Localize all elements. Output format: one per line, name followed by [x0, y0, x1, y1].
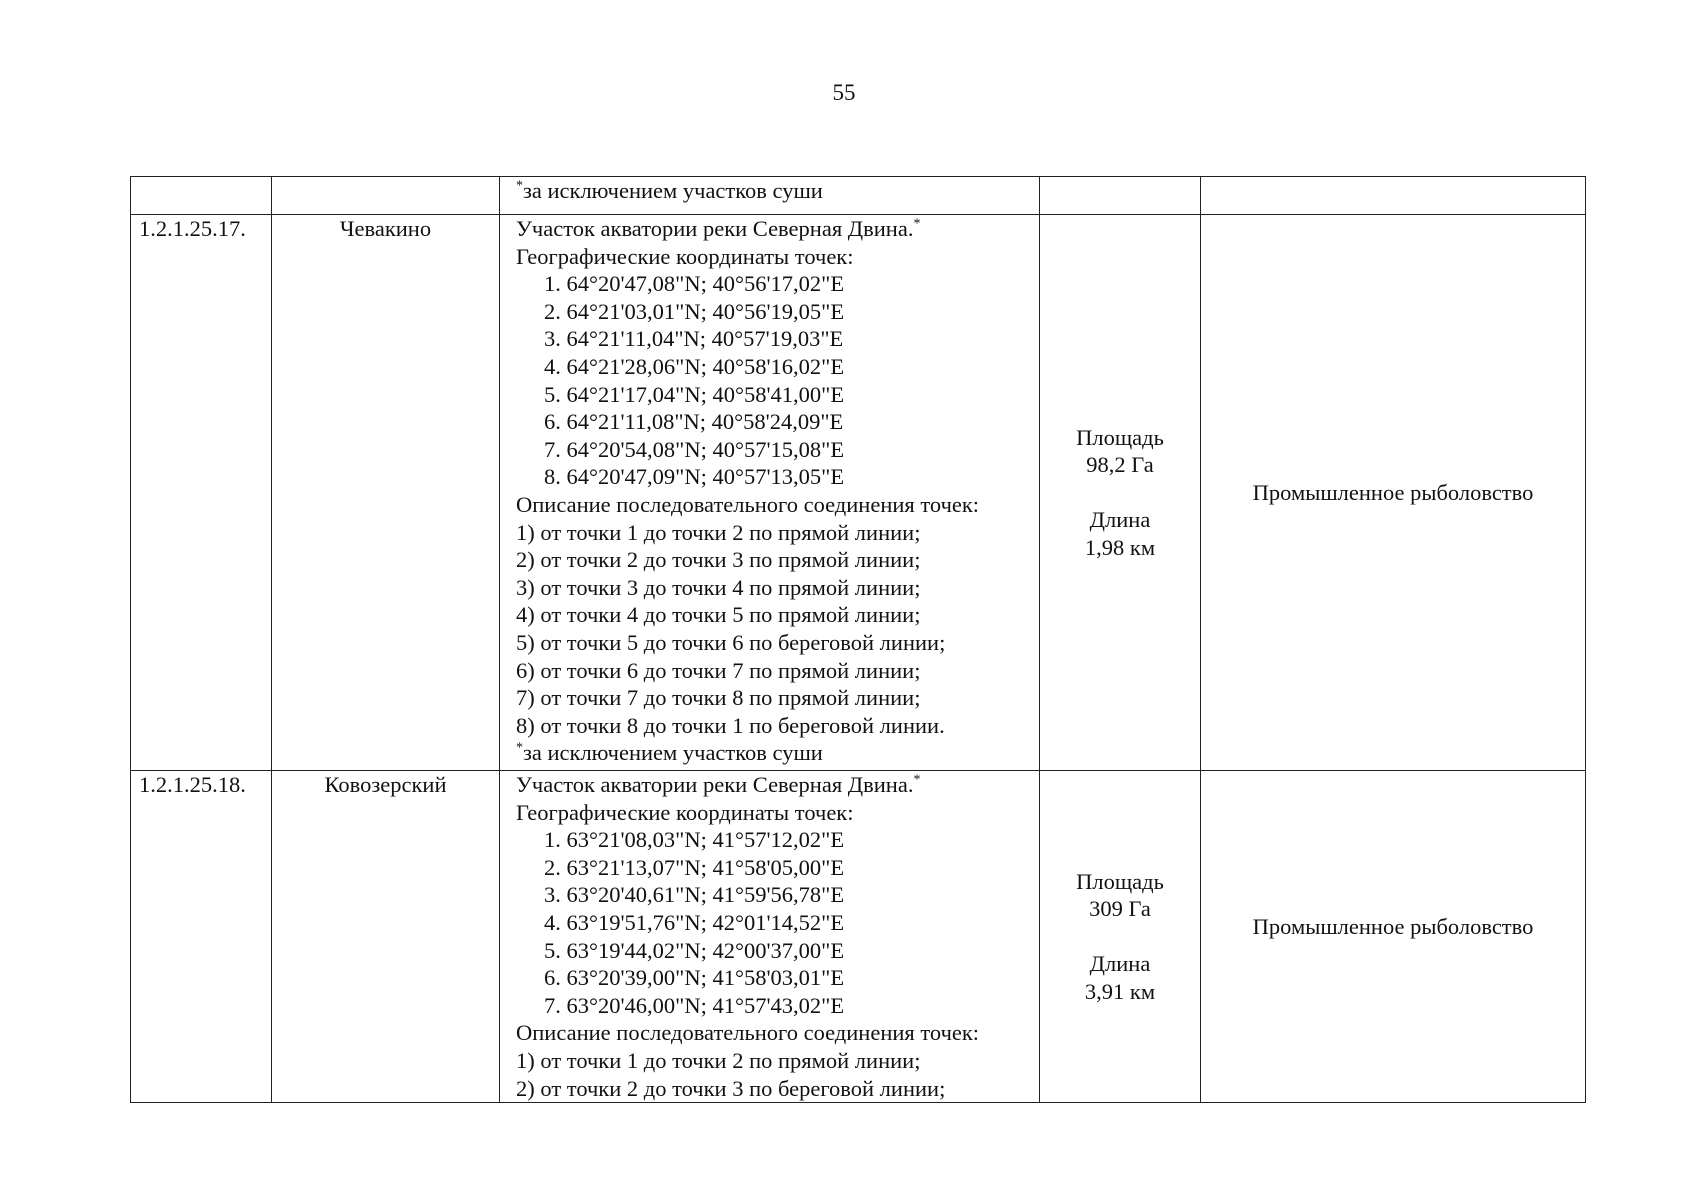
coordinate-item: 4. 64°21'28,06"N; 40°58'16,02"E: [544, 353, 845, 379]
connection-item: 2) от точки 2 до точки 3 по береговой линии;: [516, 1075, 946, 1101]
land-exclusion-note: *за исключением участков суши: [516, 178, 823, 203]
coordinate-item: 6. 64°21'11,08"N; 40°58'24,09"E: [544, 409, 844, 435]
connection-item: 1) от точки 1 до точки 2 по прямой линии;: [516, 519, 921, 545]
coordinate-item: 8. 64°20'47,09"N; 40°57'13,05"E: [544, 464, 845, 490]
table-row: [131, 215, 1586, 771]
coordinate-item: 2. 64°21'03,01"N; 40°56'19,05"E: [544, 298, 845, 324]
coordinate-item: 7. 63°20'46,00"N; 41°57'43,02"E: [544, 992, 845, 1018]
connection-item: 2) от точки 2 до точки 3 по прямой линии;: [516, 547, 921, 573]
length-value: 1,98 км: [1084, 534, 1156, 560]
land-exclusion-note: *за исключением участков суши: [516, 740, 823, 766]
area-description: [500, 215, 1040, 771]
connection-item: 1) от точки 1 до точки 2 по прямой линии;: [516, 1047, 921, 1073]
footnote-mark: *: [913, 772, 921, 788]
connection-item: 5) от точки 5 до точки 6 по береговой линии;: [516, 629, 946, 655]
area-metrics: [1040, 771, 1201, 1103]
connections-header: Описание последовательного соединения точек:: [516, 491, 980, 517]
coordinate-item: 2. 63°21'13,07"N; 41°58'05,00"E: [544, 854, 845, 880]
coordinate-item: 1. 63°21'08,03"N; 41°57'12,02"E: [544, 827, 845, 853]
cell-metrics-empty: [1040, 177, 1201, 215]
footnote-mark: *: [516, 178, 523, 194]
coordinate-item: 5. 63°19'44,02"N; 42°00'37,00"E: [544, 937, 845, 963]
coords-header: Географические координаты точек:: [516, 799, 854, 825]
coordinate-item: 5. 64°21'17,04"N; 40°58'41,00"E: [544, 381, 845, 407]
cell-number-empty: [131, 177, 272, 215]
area-value: 309 Га: [1089, 896, 1151, 922]
area-name: Ковозерский: [272, 771, 500, 1103]
area-purpose: Промышленное рыболовство: [1201, 215, 1586, 771]
area-metrics: [1040, 215, 1201, 771]
area-name: Чевакино: [272, 215, 500, 771]
area-label: Площадь: [1076, 424, 1164, 450]
coordinate-item: 3. 63°20'40,61"N; 41°59'56,78"E: [544, 882, 845, 908]
coordinate-item: 7. 64°20'54,08"N; 40°57'15,08"E: [544, 436, 845, 462]
length-label: Длина: [1089, 507, 1151, 533]
connection-item: 6) от точки 6 до точки 7 по прямой линии;: [516, 657, 921, 683]
purpose-text: Промышленное рыболовство: [1252, 913, 1534, 939]
connections-header: Описание последовательного соединения точек:: [516, 1020, 980, 1046]
length-value: 3,91 км: [1084, 978, 1156, 1004]
area-title: Участок акватории реки Северная Двина.*: [516, 216, 921, 241]
footnote-mark: *: [516, 740, 523, 756]
connection-item: 7) от точки 7 до точки 8 по прямой линии;: [516, 685, 921, 711]
footnote-mark: *: [913, 216, 921, 232]
area-number: 1.2.1.25.17.: [131, 215, 272, 771]
area-label: Площадь: [1076, 868, 1164, 894]
table-row: [131, 771, 1586, 1103]
area-number: 1.2.1.25.18.: [131, 771, 272, 1103]
cell-description: [500, 177, 1040, 215]
coords-header: Географические координаты точек:: [516, 243, 854, 269]
connection-item: 4) от точки 4 до точки 5 по прямой линии;: [516, 602, 921, 628]
area-value: 98,2 Га: [1086, 452, 1154, 478]
fishing-areas-table: [130, 176, 1586, 1103]
coordinate-item: 6. 63°20'39,00"N; 41°58'03,01"E: [544, 965, 845, 991]
cell-purpose-empty: [1201, 177, 1586, 215]
coordinate-item: 3. 64°21'11,04"N; 40°57'19,03"E: [544, 326, 844, 352]
page-number: 55: [832, 80, 856, 105]
connection-item: 8) от точки 8 до точки 1 по береговой линии.: [516, 712, 945, 738]
coordinate-item: 4. 63°19'51,76"N; 42°01'14,52"E: [544, 909, 845, 935]
cell-name-empty: [272, 177, 500, 215]
connection-item: 3) от точки 3 до точки 4 по прямой линии;: [516, 574, 921, 600]
area-description: [500, 771, 1040, 1103]
area-purpose: [1201, 771, 1586, 1103]
coordinate-item: 1. 64°20'47,08"N; 40°56'17,02"E: [544, 271, 845, 297]
continuation-row: [131, 177, 1586, 215]
area-title: Участок акватории реки Северная Двина.*: [516, 772, 921, 797]
length-label: Длина: [1089, 951, 1151, 977]
